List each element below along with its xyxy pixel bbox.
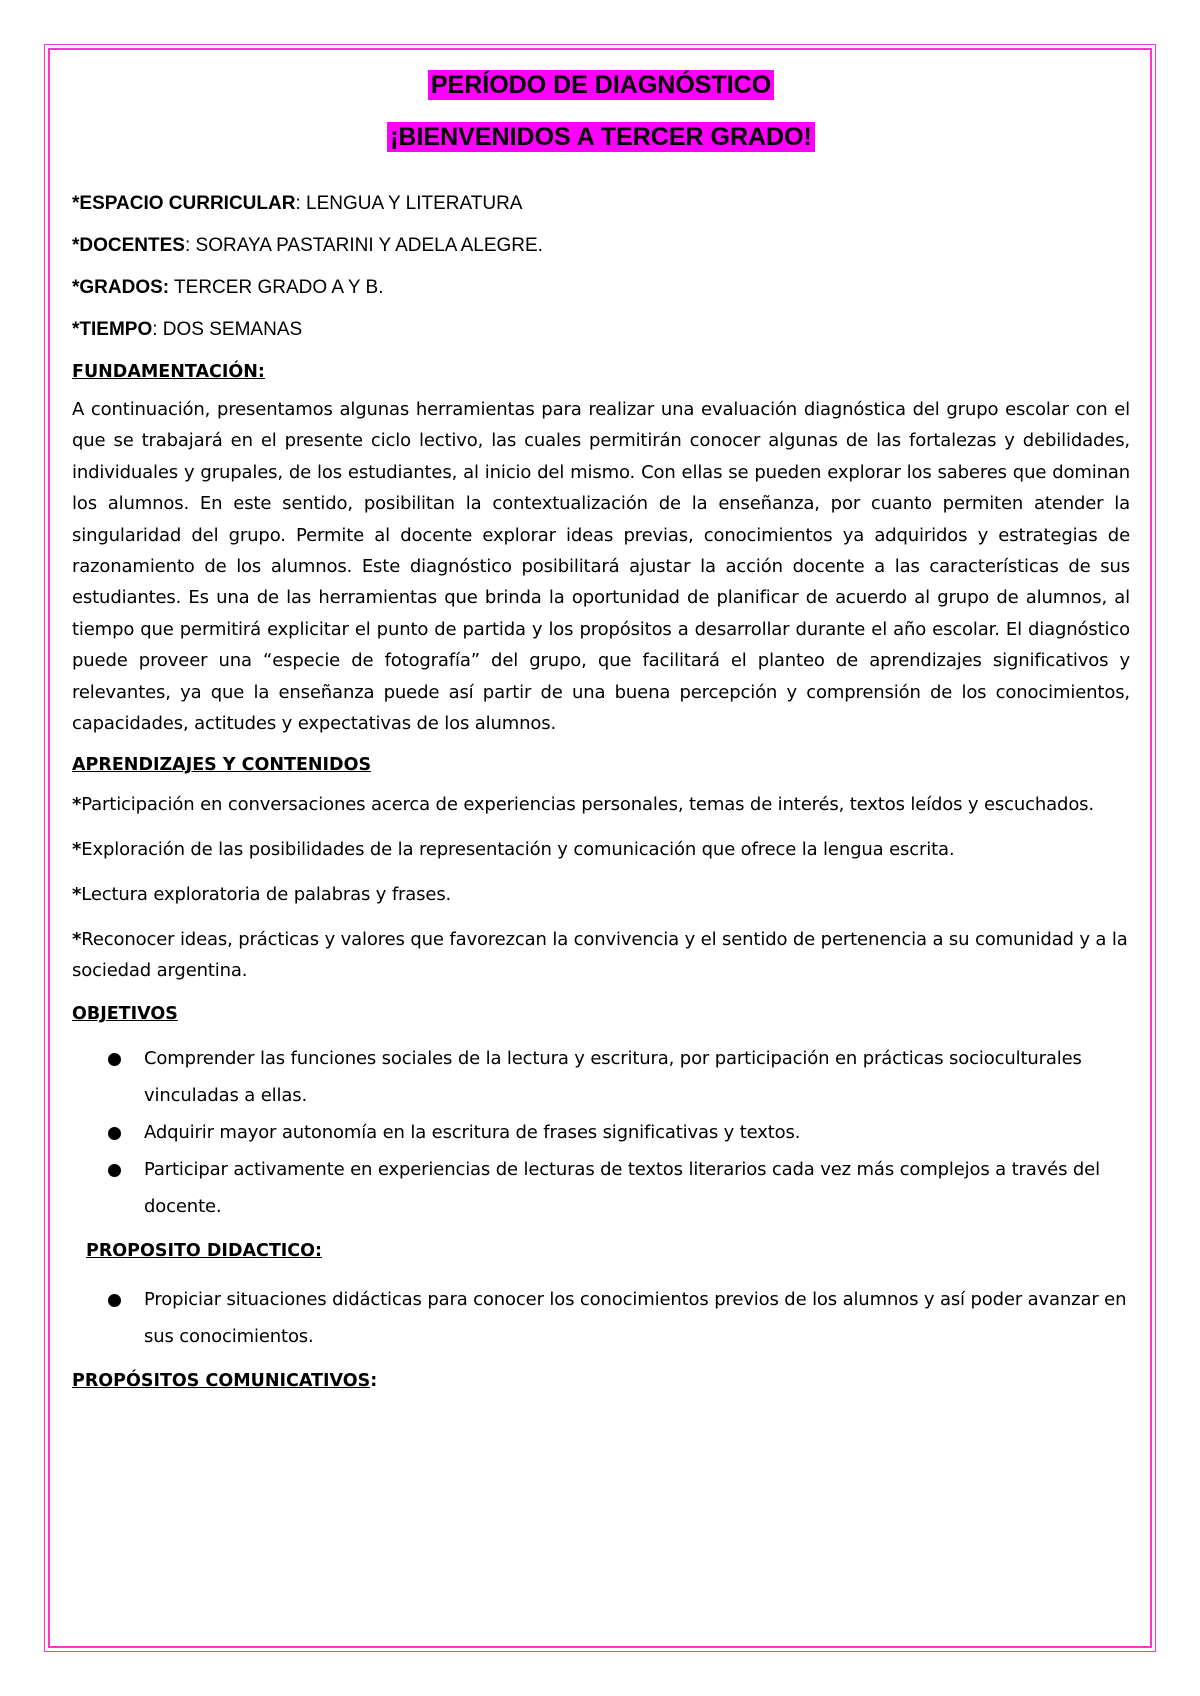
heading-propositos-comunicativos: PROPÓSITOS COMUNICATIVOS: [72,1371,378,1392]
list-item: Propiciar situaciones didácticas para conocer los conocimientos previos de los alumnos y así poder avanzar en sus conocimientos. [72,1281,1130,1355]
meta-espacio-curricular: *ESPACIO CURRICULAR: LENGUA Y LITERATURA [72,193,523,214]
fundamentacion-text: A continuación, presentamos algunas herramientas para realizar una evaluación diagnóstica del grupo escolar con el que se trabajará en el presente ciclo lectivo, las cuales permitirán conocer algunas de las fortalezas y debilidades, individuales y grupales, de los estudiantes, al inicio del mismo. Con ellas se pueden explorar los saberes que dominan los alumnos. En este sentido, posibilitan la contextualización de la enseñanza, por cuanto permiten atender la singularidad del grupo. Permite al docente explorar ideas previas, conocimientos ya adquiridos y estrategias de razonamiento de los alumnos. Este diagnóstico posibilitará ajustar la acción docente a las características de sus estudiantes. Es una de las herramientas que brinda la oportunidad de planificar de acuerdo al grupo de alumnos, al tiempo que permitirá explicitar el punto de partida y los propósitos a desarrollar durante el año escolar. El diagnóstico puede proveer una “especie de fotografía” del grupo, que facilitará el planteo de aprendizajes significativos y relevantes, ya que la enseñanza puede así partir de una buena percepción y comprensión de los conocimientos, capacidades, actitudes y expectativas de los alumnos. [72,399,1130,735]
meta-docentes: *DOCENTES: SORAYA PASTARINI Y ADELA ALEGRE. [72,235,543,256]
bullet-icon [108,1127,121,1140]
list-item: Participar activamente en experiencias de lecturas de textos literarios cada vez más complejos a través del docente. [72,1151,1130,1225]
aprendizaje-item: *Lectura exploratoria de palabras y frases. [72,884,452,906]
title-block [72,70,1130,152]
list-item: Adquirir mayor autonomía en la escritura de frases significativas y textos. [72,1114,1130,1151]
document-body [72,70,1130,1393]
aprendizaje-item: *Exploración de las posibilidades de la representación y comunicación que ofrece la lengua escrita. [72,839,955,861]
main-title: PERÍODO DE DIAGNÓSTICO [428,70,774,100]
aprendizaje-item: *Reconocer ideas, prácticas y valores que favorezcan la convivencia y el sentido de pertenencia a su comunidad y a la sociedad argentina. [72,929,1128,982]
proposito-didactico-list [72,1281,1130,1355]
objetivos-list [72,1040,1130,1225]
bullet-icon [108,1294,121,1307]
list-item: Comprender las funciones sociales de la lectura y escritura, por participación en prácticas socioculturales vinculadas a ellas. [72,1040,1130,1114]
bullet-icon [108,1053,121,1066]
heading-objetivos: OBJETIVOS [72,1004,178,1025]
meta-grados: *GRADOS: TERCER GRADO A Y B. [72,277,384,298]
meta-tiempo: *TIEMPO: DOS SEMANAS [72,319,303,340]
heading-fundamentacion: FUNDAMENTACIÓN: [72,362,265,382]
heading-proposito-didactico: PROPOSITO DIDACTICO: [86,1241,323,1262]
aprendizaje-item: *Participación en conversaciones acerca de experiencias personales, temas de interés, textos leídos y escuchados. [72,794,1094,816]
subtitle: ¡BIENVENIDOS A TERCER GRADO! [387,122,815,152]
bullet-icon [108,1164,121,1177]
heading-aprendizajes: APRENDIZAJES Y CONTENIDOS [72,755,372,776]
